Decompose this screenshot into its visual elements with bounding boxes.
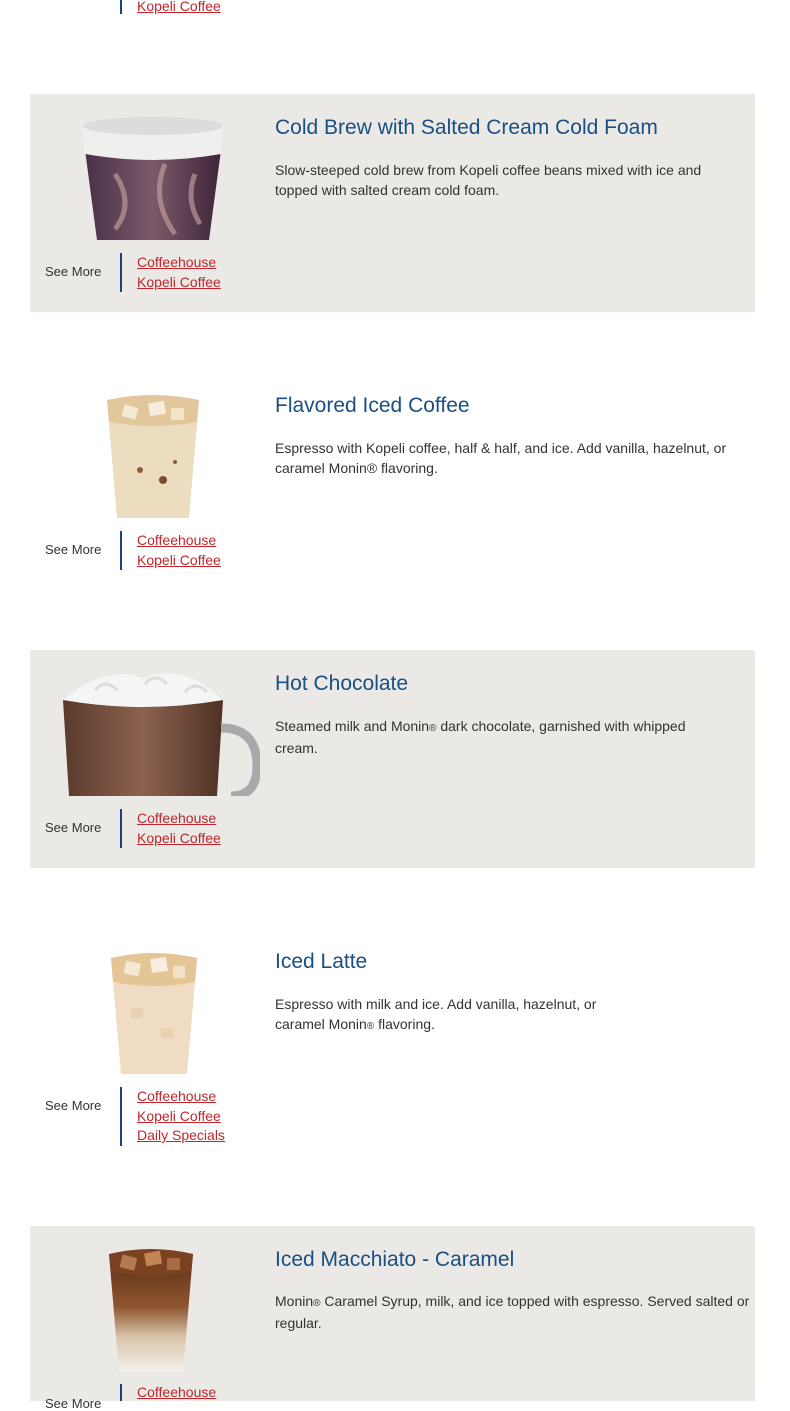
iced-macchiato-glass-image [45, 1246, 260, 1372]
category-link-coffeehouse[interactable]: Coffeehouse [137, 1088, 217, 1104]
see-more-label: See More [45, 264, 102, 279]
see-more-label: See More [45, 1396, 102, 1411]
category-link-coffeehouse[interactable]: Coffeehouse [137, 1384, 217, 1400]
menu-item-card-partial [30, 0, 755, 14]
category-link-coffeehouse[interactable]: Coffeehouse [137, 254, 217, 270]
link-divider [120, 253, 122, 292]
item-description: Slow-steeped cold brew from Kopeli coffee beans mixed with ice and topped with salted cream cold foam. [275, 162, 702, 198]
link-divider [120, 0, 122, 14]
item-title: Iced Latte [275, 950, 368, 973]
category-link-kopeli-coffee[interactable]: Kopeli Coffee [137, 273, 221, 290]
category-links [137, 0, 221, 17]
link-divider [120, 1087, 122, 1146]
iced-coffee-glass-image [45, 392, 260, 518]
category-links [137, 531, 221, 570]
menu-item-card-iced-macchiato [30, 1226, 755, 1411]
category-link-kopeli-coffee[interactable]: Kopeli Coffee [137, 0, 221, 14]
category-link-kopeli-coffee[interactable]: Kopeli Coffee [137, 1107, 221, 1124]
category-links [137, 1383, 216, 1403]
item-title: Hot Chocolate [275, 672, 409, 695]
category-link-coffeehouse[interactable]: Coffeehouse [137, 532, 217, 548]
link-divider [120, 531, 122, 570]
item-description: Espresso with Kopeli coffee, half & half, and ice. Add vanilla, hazelnut, or caramel Monin® flavoring. [275, 440, 727, 476]
menu-item-card-flavored-iced-coffee [30, 372, 755, 590]
see-more-label: See More [45, 542, 102, 557]
hot-chocolate-mug-image [45, 670, 260, 796]
category-link-daily-specials[interactable]: Daily Specials [137, 1127, 225, 1143]
see-more-label: See More [45, 1098, 102, 1113]
item-title: Cold Brew with Salted Cream Cold Foam [275, 116, 658, 139]
link-divider [120, 1384, 122, 1401]
item-title: Iced Macchiato - Caramel [275, 1248, 515, 1271]
item-description: Espresso with milk and ice. Add vanilla, hazelnut, or caramel Monin® flavoring. [275, 996, 597, 1032]
item-description: Steamed milk and Monin® dark chocolate, garnished with whipped cream. [275, 718, 686, 756]
category-link-coffeehouse[interactable]: Coffeehouse [137, 810, 217, 826]
category-links [137, 1087, 225, 1146]
category-link-kopeli-coffee[interactable]: Kopeli Coffee [137, 829, 221, 846]
menu-item-card-iced-latte [30, 928, 755, 1146]
see-more-label: See More [45, 820, 102, 835]
category-link-kopeli-coffee[interactable]: Kopeli Coffee [137, 551, 221, 568]
menu-item-card-cold-brew [30, 94, 755, 312]
category-links [137, 809, 221, 848]
link-divider [120, 809, 122, 848]
menu-item-card-hot-chocolate [30, 650, 755, 868]
cold-brew-cup-image [45, 114, 260, 240]
item-title: Flavored Iced Coffee [275, 394, 470, 417]
category-links [137, 253, 221, 292]
iced-latte-glass-image [45, 948, 260, 1074]
item-description: Monin® Caramel Syrup, milk, and ice topped with espresso. Served salted or regular. [275, 1293, 750, 1331]
